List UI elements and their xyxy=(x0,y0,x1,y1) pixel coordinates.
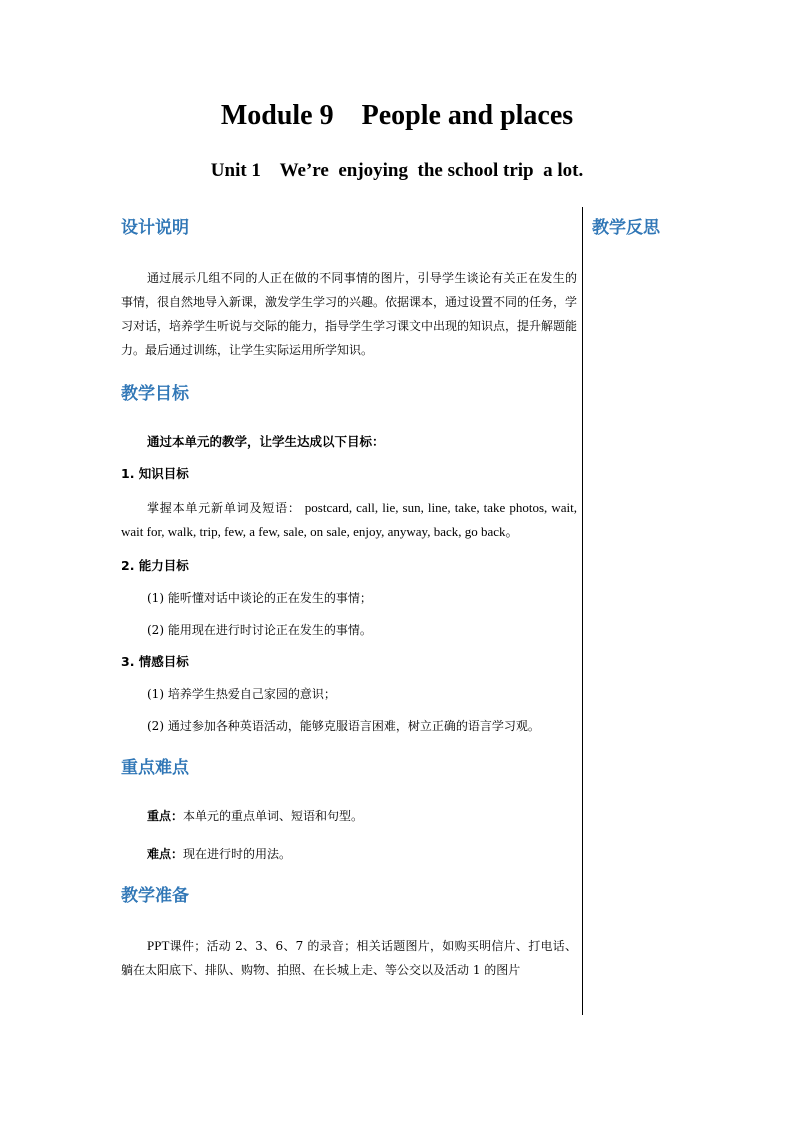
ability-item: (1) 能听懂对话中谈论的正在发生的事情； xyxy=(147,591,372,605)
column-divider xyxy=(582,207,583,1015)
emotion-item: (2) 通过参加各种英语活动，能够克服语言困难，树立正确的语言学习观。 xyxy=(147,719,540,733)
design-heading: 设计说明 xyxy=(121,218,189,238)
page-subtitle: Unit 1 We’re enjoying the school trip a lot. xyxy=(210,160,584,181)
knowledge-text-en: postcard, call, lie, sun, line, take, take photos, wait, wait for, walk, trip, few, a few, sale, on sale, enjoy, anyway, back, go back。 xyxy=(121,500,577,539)
knowledge-text-cn: 掌握本单元新单词及短语： xyxy=(147,501,301,515)
knowledge-text xyxy=(121,496,577,544)
key-points-heading: 重点难点 xyxy=(121,758,189,778)
focus-label: 重点： xyxy=(147,809,184,823)
emotion-heading: 3. 情感目标 xyxy=(121,654,189,669)
reflection-column xyxy=(592,214,782,242)
reflection-heading: 教学反思 xyxy=(592,218,660,238)
difficulty-text: 现在进行时的用法。 xyxy=(183,847,292,861)
goals-heading: 教学目标 xyxy=(121,384,189,404)
focus-text: 本单元的重点单词、短语和句型。 xyxy=(183,809,364,823)
design-text: 通过展示几组不同的人正在做的不同事情的图片，引导学生谈论有关正在发生的事情，很自然地导入新课，激发学生学习的兴趣。依据课本，通过设置不同的任务，学习对话，培养学生听说与交际的能力，指导学生学习课文中出现的知识点，提升解题能力。最后通过训练，让学生实际运用所学知识。 xyxy=(121,271,578,357)
ability-item: (2) 能用现在进行时讨论正在发生的事情。 xyxy=(147,623,372,637)
main-column xyxy=(121,214,577,982)
prep-text xyxy=(121,934,577,982)
prep-text-cn: 课件；活动 2、3、6、7 的录音；相关话题图片，如购买明信片、打电话、躺在太阳底下、排队、购物、拍照、在长城上走、等公交以及活动 1 的图片 xyxy=(121,939,577,977)
difficulty-label: 难点： xyxy=(147,847,184,861)
knowledge-heading: 1. 知识目标 xyxy=(121,466,189,481)
goals-lead: 通过本单元的教学，让学生达成以下目标： xyxy=(147,434,385,449)
emotion-item: (1) 培养学生热爱自己家园的意识； xyxy=(147,687,336,701)
difficulty-line xyxy=(121,844,577,864)
prep-heading: 教学准备 xyxy=(121,886,189,906)
page-title: Module 9 People and places xyxy=(220,100,574,131)
prep-text-en: PPT xyxy=(147,938,170,953)
focus-line xyxy=(121,806,577,826)
ability-heading: 2. 能力目标 xyxy=(121,558,189,573)
